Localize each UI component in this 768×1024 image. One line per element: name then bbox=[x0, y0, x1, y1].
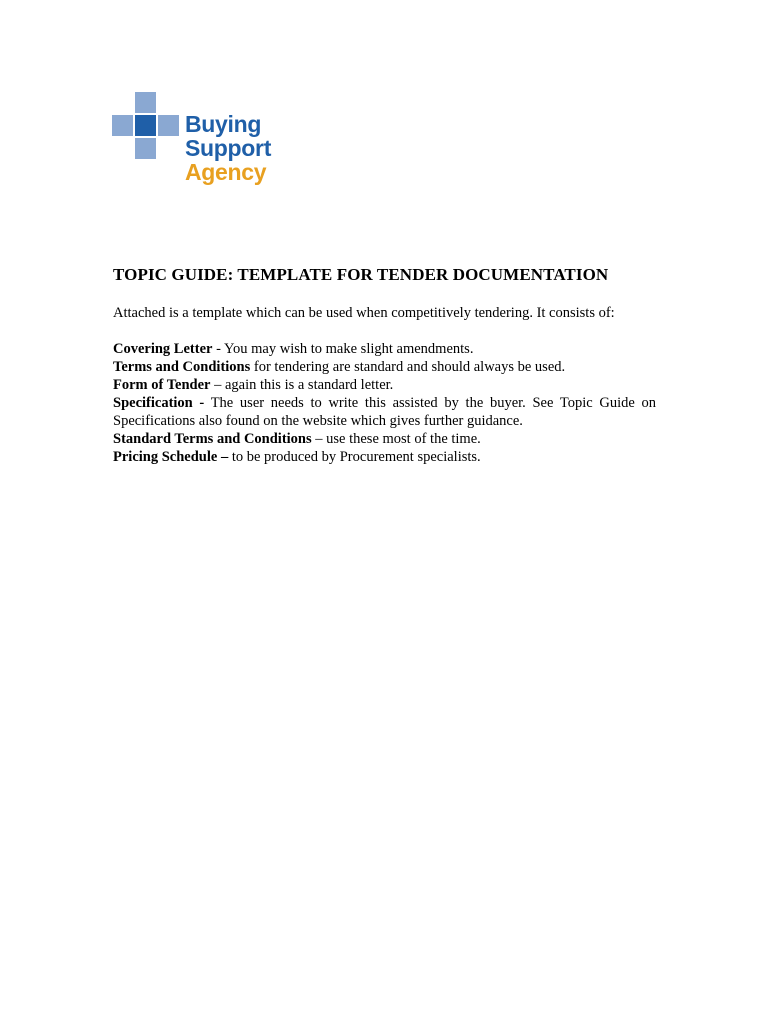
item-term: Terms and Conditions bbox=[113, 359, 251, 375]
list-item bbox=[113, 340, 656, 358]
logo-wordmark bbox=[185, 112, 271, 184]
cross-logo-icon bbox=[112, 92, 180, 160]
intro-paragraph: Attached is a template which can be used when competitively tendering. It consists of: bbox=[113, 305, 615, 321]
item-text: to be produced by Procurement specialists. bbox=[228, 449, 481, 465]
document-title: TOPIC GUIDE: TEMPLATE FOR TENDER DOCUMENTATION bbox=[113, 265, 609, 284]
list-item bbox=[113, 394, 656, 430]
document-components-list bbox=[113, 340, 656, 466]
item-text: - You may wish to make slight amendments. bbox=[212, 341, 474, 357]
item-term: Pricing Schedule – bbox=[113, 449, 229, 465]
list-item bbox=[113, 376, 656, 394]
item-text: The user needs to write this assisted by the buyer. See Topic Guide on Specifications also found on the website which gives further guidance. bbox=[113, 395, 656, 429]
list-item bbox=[113, 448, 656, 466]
document-body bbox=[113, 265, 656, 466]
item-text: – again this is a standard letter. bbox=[210, 377, 394, 393]
item-term: Covering Letter bbox=[113, 341, 213, 357]
list-item bbox=[113, 358, 656, 376]
logo-line-support: Support bbox=[185, 135, 272, 161]
buying-support-agency-logo bbox=[112, 92, 312, 192]
item-term: Specification - bbox=[113, 395, 205, 411]
list-item bbox=[113, 430, 656, 448]
item-text: for tendering are standard and should always be used. bbox=[250, 359, 566, 375]
item-text: – use these most of the time. bbox=[311, 431, 481, 447]
logo-line-agency: Agency bbox=[185, 159, 267, 185]
logo-line-buying: Buying bbox=[185, 111, 262, 137]
item-term: Standard Terms and Conditions bbox=[113, 431, 312, 447]
item-term: Form of Tender bbox=[113, 377, 211, 393]
